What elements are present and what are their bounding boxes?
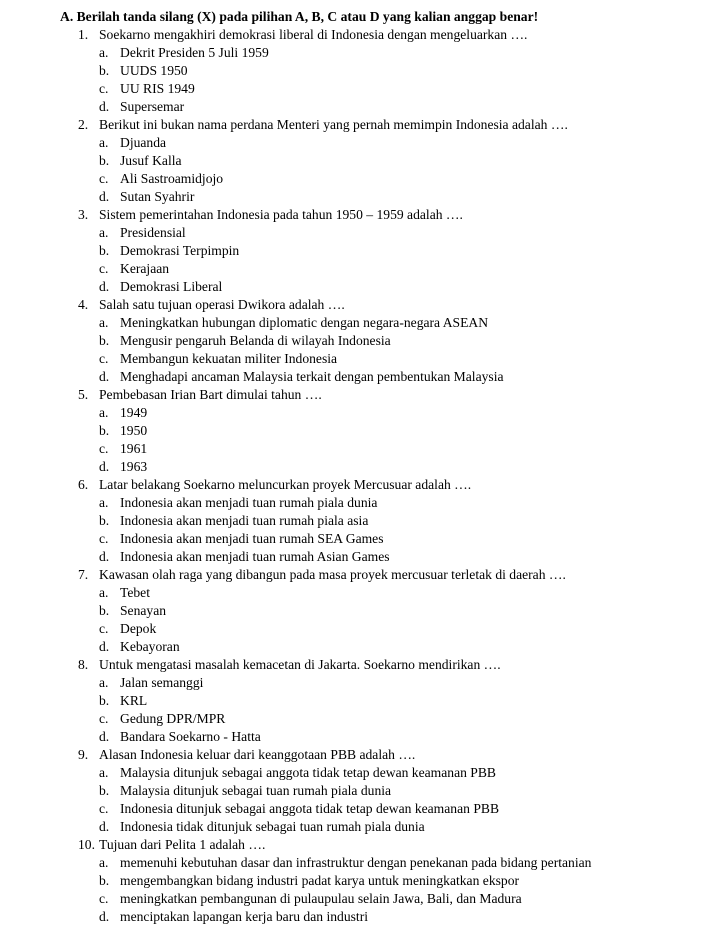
option-text: KRL xyxy=(120,693,148,708)
option-letter: d. xyxy=(99,549,110,564)
question-number: 6. xyxy=(78,477,89,492)
answer-option xyxy=(0,638,711,656)
option-letter: c. xyxy=(99,171,109,186)
option-letter: d. xyxy=(99,189,110,204)
option-letter: d. xyxy=(99,909,110,924)
option-text: Tebet xyxy=(120,585,150,600)
question-text: Tujuan dari Pelita 1 adalah …. xyxy=(99,837,266,852)
question-number: 8. xyxy=(78,657,89,672)
question-7 xyxy=(0,566,711,656)
option-text: Indonesia akan menjadi tuan rumah piala dunia xyxy=(120,495,378,510)
answer-option xyxy=(0,692,711,710)
option-letter: a. xyxy=(99,45,109,60)
option-text: Kerajaan xyxy=(120,261,170,276)
option-text: Membangun kekuatan militer Indonesia xyxy=(120,351,338,366)
option-text: Supersemar xyxy=(120,99,185,114)
option-letter: d. xyxy=(99,459,110,474)
question-number: 3. xyxy=(78,207,89,222)
option-text: Gedung DPR/MPR xyxy=(120,711,226,726)
question-stem xyxy=(0,656,711,674)
option-text: Presidensial xyxy=(120,225,186,240)
question-text: Latar belakang Soekarno meluncurkan proyek Mercusuar adalah …. xyxy=(99,477,472,492)
option-letter: b. xyxy=(99,243,110,258)
option-text: Bandara Soekarno - Hatta xyxy=(120,729,261,744)
option-letter: b. xyxy=(99,513,110,528)
option-letter: d. xyxy=(99,819,110,834)
option-letter: c. xyxy=(99,711,109,726)
question-text: Kawasan olah raga yang dibangun pada masa proyek mercusuar terletak di daerah …. xyxy=(99,567,566,582)
question-text: Sistem pemerintahan Indonesia pada tahun 1950 – 1959 adalah …. xyxy=(99,207,463,222)
answer-option xyxy=(0,368,711,386)
question-number: 1. xyxy=(78,27,89,42)
option-letter: d. xyxy=(99,639,110,654)
option-text: 1963 xyxy=(120,459,148,474)
answer-option xyxy=(0,584,711,602)
answer-option xyxy=(0,548,711,566)
question-number: 7. xyxy=(78,567,89,582)
option-letter: b. xyxy=(99,333,110,348)
option-text: 1961 xyxy=(120,441,148,456)
answer-option xyxy=(0,728,711,746)
answer-option xyxy=(0,494,711,512)
option-letter: a. xyxy=(99,225,109,240)
option-text: Menghadapi ancaman Malaysia terkait dengan pembentukan Malaysia xyxy=(120,369,504,384)
option-text: Kebayoran xyxy=(120,639,180,654)
question-9 xyxy=(0,746,711,836)
answer-option xyxy=(0,620,711,638)
option-letter: b. xyxy=(99,873,110,888)
answer-option xyxy=(0,98,711,116)
option-text: Depok xyxy=(120,621,157,636)
question-number: 4. xyxy=(78,297,89,312)
question-3 xyxy=(0,206,711,296)
answer-option xyxy=(0,890,711,908)
question-list xyxy=(0,26,711,926)
option-letter: a. xyxy=(99,765,109,780)
option-text: Malaysia ditunjuk sebagai tuan rumah piala dunia xyxy=(120,783,392,798)
option-letter: c. xyxy=(99,351,109,366)
answer-option xyxy=(0,854,711,872)
answer-option xyxy=(0,242,711,260)
answer-option xyxy=(0,404,711,422)
question-2 xyxy=(0,116,711,206)
answer-option xyxy=(0,782,711,800)
question-stem xyxy=(0,746,711,764)
question-5 xyxy=(0,386,711,476)
answer-option xyxy=(0,188,711,206)
answer-option xyxy=(0,710,711,728)
question-text: Salah satu tujuan operasi Dwikora adalah …. xyxy=(99,297,345,312)
option-text: Jusuf Kalla xyxy=(120,153,182,168)
question-8 xyxy=(0,656,711,746)
option-letter: b. xyxy=(99,693,110,708)
answer-option xyxy=(0,134,711,152)
option-letter: c. xyxy=(99,531,109,546)
question-text: Alasan Indonesia keluar dari keanggotaan PBB adalah …. xyxy=(99,747,416,762)
option-text: Demokrasi Terpimpin xyxy=(120,243,240,258)
question-text: Pembebasan Irian Bart dimulai tahun …. xyxy=(99,387,322,402)
question-stem xyxy=(0,836,711,854)
question-stem xyxy=(0,206,711,224)
option-letter: d. xyxy=(99,99,110,114)
option-letter: a. xyxy=(99,315,109,330)
answer-option xyxy=(0,458,711,476)
answer-option xyxy=(0,314,711,332)
option-letter: a. xyxy=(99,675,109,690)
option-letter: a. xyxy=(99,495,109,510)
question-stem xyxy=(0,566,711,584)
option-letter: a. xyxy=(99,135,109,150)
answer-option xyxy=(0,512,711,530)
option-text: 1950 xyxy=(120,423,148,438)
option-letter: a. xyxy=(99,855,109,870)
answer-option xyxy=(0,800,711,818)
question-number: 10. xyxy=(78,837,95,852)
answer-option xyxy=(0,674,711,692)
answer-option xyxy=(0,350,711,368)
option-text: Ali Sastroamidjojo xyxy=(120,171,224,186)
question-stem xyxy=(0,116,711,134)
answer-option xyxy=(0,170,711,188)
answer-option xyxy=(0,422,711,440)
answer-option xyxy=(0,44,711,62)
option-text: Djuanda xyxy=(120,135,167,150)
question-6 xyxy=(0,476,711,566)
option-text: Dekrit Presiden 5 Juli 1959 xyxy=(120,45,269,60)
option-letter: c. xyxy=(99,801,109,816)
option-letter: c. xyxy=(99,441,109,456)
answer-option xyxy=(0,152,711,170)
option-letter: d. xyxy=(99,279,110,294)
question-text: Soekarno mengakhiri demokrasi liberal di Indonesia dengan mengeluarkan …. xyxy=(99,27,528,42)
question-text: Untuk mengatasi masalah kemacetan di Jakarta. Soekarno mendirikan …. xyxy=(99,657,501,672)
option-letter: b. xyxy=(99,63,110,78)
option-letter: a. xyxy=(99,405,109,420)
option-text: Mengusir pengaruh Belanda di wilayah Indonesia xyxy=(120,333,391,348)
answer-option xyxy=(0,332,711,350)
option-letter: b. xyxy=(99,783,110,798)
option-text: mengembangkan bidang industri padat karya untuk meningkatkan ekspor xyxy=(120,873,520,888)
option-letter: d. xyxy=(99,369,110,384)
answer-option xyxy=(0,260,711,278)
option-letter: b. xyxy=(99,603,110,618)
option-text: Jalan semanggi xyxy=(120,675,204,690)
option-text: Indonesia akan menjadi tuan rumah Asian Games xyxy=(120,549,390,564)
option-letter: d. xyxy=(99,729,110,744)
option-text: UUDS 1950 xyxy=(120,63,188,78)
option-text: meningkatkan pembangunan di pulaupulau selain Jawa, Bali, dan Madura xyxy=(120,891,522,906)
question-number: 5. xyxy=(78,387,89,402)
option-letter: b. xyxy=(99,153,110,168)
question-4 xyxy=(0,296,711,386)
answer-option xyxy=(0,224,711,242)
question-text: Berikut ini bukan nama perdana Menteri yang pernah memimpin Indonesia adalah …. xyxy=(99,117,568,132)
question-stem xyxy=(0,296,711,314)
option-text: Indonesia tidak ditunjuk sebagai tuan rumah piala dunia xyxy=(120,819,425,834)
option-letter: c. xyxy=(99,891,109,906)
answer-option xyxy=(0,602,711,620)
question-stem xyxy=(0,476,711,494)
question-number: 9. xyxy=(78,747,89,762)
question-1 xyxy=(0,26,711,116)
question-stem xyxy=(0,26,711,44)
question-stem xyxy=(0,386,711,404)
question-10 xyxy=(0,836,711,926)
option-text: Senayan xyxy=(120,603,167,618)
answer-option xyxy=(0,908,711,926)
answer-option xyxy=(0,80,711,98)
question-number: 2. xyxy=(78,117,89,132)
answer-option xyxy=(0,818,711,836)
answer-option xyxy=(0,872,711,890)
answer-option xyxy=(0,62,711,80)
option-text: UU RIS 1949 xyxy=(120,81,195,96)
option-text: menciptakan lapangan kerja baru dan industri xyxy=(120,909,368,924)
option-letter: c. xyxy=(99,621,109,636)
option-text: Demokrasi Liberal xyxy=(120,279,223,294)
option-text: memenuhi kebutuhan dasar dan infrastruktur dengan penekanan pada bidang pertanian xyxy=(120,855,592,870)
option-letter: b. xyxy=(99,423,110,438)
option-text: Sutan Syahrir xyxy=(120,189,195,204)
option-text: Malaysia ditunjuk sebagai anggota tidak tetap dewan keamanan PBB xyxy=(120,765,496,780)
option-letter: c. xyxy=(99,81,109,96)
option-letter: c. xyxy=(99,261,109,276)
answer-option xyxy=(0,530,711,548)
answer-option xyxy=(0,764,711,782)
answer-option xyxy=(0,440,711,458)
option-text: Indonesia akan menjadi tuan rumah SEA Games xyxy=(120,531,384,546)
section-heading: A. Berilah tanda silang (X) pada pilihan A, B, C atau D yang kalian anggap benar! xyxy=(60,9,539,24)
answer-option xyxy=(0,278,711,296)
option-text: Indonesia ditunjuk sebagai anggota tidak tetap dewan keamanan PBB xyxy=(120,801,500,816)
option-text: Indonesia akan menjadi tuan rumah piala asia xyxy=(120,513,369,528)
option-text: 1949 xyxy=(120,405,148,420)
option-text: Meningkatkan hubungan diplomatic dengan negara-negara ASEAN xyxy=(120,315,489,330)
option-letter: a. xyxy=(99,585,109,600)
